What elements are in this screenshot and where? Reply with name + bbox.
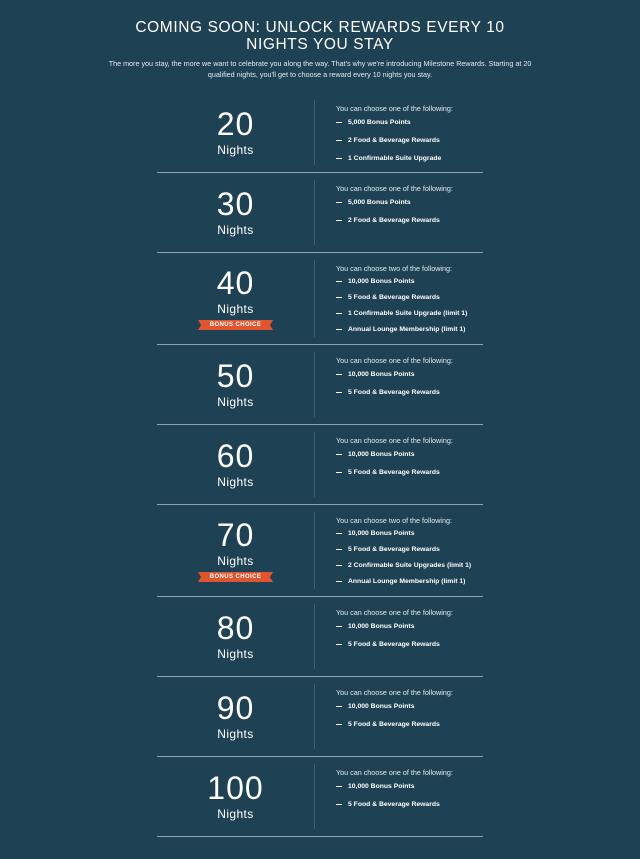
dash-icon xyxy=(336,472,342,473)
dash-icon xyxy=(336,724,342,725)
nights-count: 40 xyxy=(216,265,255,301)
bonus-choice-badge: BONUS CHOICE xyxy=(201,572,270,582)
nights-label: Nights xyxy=(217,807,254,821)
reward-option xyxy=(336,322,483,338)
nights-label: Nights xyxy=(217,475,254,489)
column-divider xyxy=(314,100,315,165)
tier-row-20 xyxy=(157,93,483,173)
reward-option-label: 2 Confirmable Suite Upgrades (limit 1) xyxy=(348,561,472,569)
reward-option xyxy=(336,445,483,463)
dash-icon xyxy=(336,374,342,375)
reward-option-label: 5 Food & Beverage Rewards xyxy=(348,468,440,476)
reward-options xyxy=(336,264,483,338)
tier-milestone xyxy=(157,597,314,676)
tier-milestone xyxy=(157,93,314,172)
dash-icon xyxy=(336,626,342,627)
nights-label: Nights xyxy=(217,223,254,237)
tier-row-60 xyxy=(157,425,483,505)
tier-milestone xyxy=(157,425,314,504)
dash-icon xyxy=(336,297,342,298)
dash-icon xyxy=(336,786,342,787)
dash-icon xyxy=(336,122,342,123)
dash-icon xyxy=(336,313,342,314)
column-divider xyxy=(314,684,315,749)
reward-option-list xyxy=(336,777,483,813)
reward-options xyxy=(336,436,483,481)
reward-option xyxy=(336,697,483,715)
nights-count: 100 xyxy=(207,770,264,806)
reward-option-label: 5 Food & Beverage Rewards xyxy=(348,545,440,553)
dash-icon xyxy=(336,454,342,455)
reward-option xyxy=(336,715,483,733)
choice-instruction: You can choose one of the following: xyxy=(336,688,453,697)
reward-option-list xyxy=(336,365,483,401)
column-divider xyxy=(314,764,315,829)
reward-option-label: Annual Lounge Membership (limit 1) xyxy=(348,326,466,334)
reward-option xyxy=(336,131,483,149)
dash-icon xyxy=(336,220,342,221)
nights-count: 90 xyxy=(216,690,255,726)
reward-option-label: 10,000 Bonus Points xyxy=(348,782,415,790)
tier-milestone xyxy=(157,173,314,252)
reward-options xyxy=(336,688,483,733)
nights-label: Nights xyxy=(217,554,254,568)
choice-instruction: You can choose two of the following: xyxy=(336,264,453,273)
reward-option xyxy=(336,557,483,573)
dash-icon xyxy=(336,329,342,330)
reward-option xyxy=(336,289,483,305)
nights-count: 30 xyxy=(216,186,255,222)
column-divider xyxy=(314,512,315,589)
reward-option-label: 5 Food & Beverage Rewards xyxy=(348,388,440,396)
tier-row-100 xyxy=(157,757,483,837)
dash-icon xyxy=(336,158,342,159)
reward-option-label: 2 Food & Beverage Rewards xyxy=(348,216,440,224)
tier-milestone xyxy=(157,253,314,344)
choice-instruction: You can choose one of the following: xyxy=(336,184,453,193)
reward-options xyxy=(336,516,483,590)
dash-icon xyxy=(336,533,342,534)
nights-label: Nights xyxy=(217,727,254,741)
reward-options xyxy=(336,104,483,167)
reward-option-label: 5 Food & Beverage Rewards xyxy=(348,293,440,301)
reward-option-label: 5 Food & Beverage Rewards xyxy=(348,640,440,648)
dash-icon xyxy=(336,202,342,203)
dash-icon xyxy=(336,140,342,141)
reward-option xyxy=(336,574,483,590)
reward-option-list xyxy=(336,193,483,229)
reward-options xyxy=(336,768,483,813)
reward-option xyxy=(336,305,483,321)
column-divider xyxy=(314,604,315,669)
reward-options xyxy=(336,608,483,653)
reward-option-list xyxy=(336,697,483,733)
reward-option xyxy=(336,525,483,541)
reward-option xyxy=(336,795,483,813)
nights-label: Nights xyxy=(217,143,254,157)
reward-option-label: 5,000 Bonus Points xyxy=(348,198,411,206)
reward-options xyxy=(336,184,483,229)
tier-milestone xyxy=(157,757,314,836)
dash-icon xyxy=(336,706,342,707)
tier-row-50 xyxy=(157,345,483,425)
choice-instruction: You can choose one of the following: xyxy=(336,356,453,365)
choice-instruction: You can choose one of the following: xyxy=(336,608,453,617)
milestone-tiers-list xyxy=(157,93,483,837)
tier-row-90 xyxy=(157,677,483,757)
reward-option-label: 10,000 Bonus Points xyxy=(348,529,415,537)
reward-option-label: 1 Confirmable Suite Upgrade xyxy=(348,154,442,162)
nights-count: 60 xyxy=(216,438,255,474)
reward-option xyxy=(336,193,483,211)
column-divider xyxy=(314,180,315,245)
dash-icon xyxy=(336,281,342,282)
reward-option xyxy=(336,273,483,289)
choice-instruction: You can choose one of the following: xyxy=(336,104,453,113)
tier-row-70 xyxy=(157,505,483,597)
column-divider xyxy=(314,352,315,417)
reward-options xyxy=(336,356,483,401)
reward-option xyxy=(336,635,483,653)
reward-option-list xyxy=(336,445,483,481)
reward-option xyxy=(336,463,483,481)
tier-row-80 xyxy=(157,597,483,677)
reward-option-label: 5 Food & Beverage Rewards xyxy=(348,720,440,728)
reward-option xyxy=(336,541,483,557)
nights-count: 70 xyxy=(216,517,255,553)
column-divider xyxy=(314,260,315,337)
reward-option-label: 1 Confirmable Suite Upgrade (limit 1) xyxy=(348,309,468,317)
reward-option xyxy=(336,617,483,635)
reward-option-list xyxy=(336,273,483,338)
dash-icon xyxy=(336,804,342,805)
reward-option-label: 2 Food & Beverage Rewards xyxy=(348,136,440,144)
reward-option-list xyxy=(336,113,483,167)
tier-milestone xyxy=(157,677,314,756)
reward-option-label: 5,000 Bonus Points xyxy=(348,118,411,126)
page-title: COMING SOON: UNLOCK REWARDS EVERY 10 NIGHTS YOU STAY xyxy=(135,19,505,53)
page-header xyxy=(0,19,640,80)
nights-label: Nights xyxy=(217,395,254,409)
dash-icon xyxy=(336,581,342,582)
reward-option-label: 10,000 Bonus Points xyxy=(348,450,415,458)
reward-option-label: Annual Lounge Membership (limit 1) xyxy=(348,578,466,586)
reward-option-list xyxy=(336,525,483,590)
nights-label: Nights xyxy=(217,302,254,316)
reward-option-label: 10,000 Bonus Points xyxy=(348,702,415,710)
choice-instruction: You can choose two of the following: xyxy=(336,516,453,525)
choice-instruction: You can choose one of the following: xyxy=(336,436,453,445)
reward-option xyxy=(336,365,483,383)
reward-option xyxy=(336,383,483,401)
reward-option-label: 10,000 Bonus Points xyxy=(348,277,415,285)
reward-option xyxy=(336,113,483,131)
nights-count: 50 xyxy=(216,358,255,394)
reward-option-label: 5 Food & Beverage Rewards xyxy=(348,800,440,808)
intro-text: The more you stay, the more we want to celebrate you along the way. That's why we're introducing Milestone Rewards. Starting at 20 qualified nights, you'll get to choose a reward every 10 nights you stay. xyxy=(108,59,532,79)
column-divider xyxy=(314,432,315,497)
choice-instruction: You can choose one of the following: xyxy=(336,768,453,777)
bonus-choice-badge: BONUS CHOICE xyxy=(201,320,270,330)
reward-option xyxy=(336,777,483,795)
tier-milestone xyxy=(157,345,314,424)
tier-milestone xyxy=(157,505,314,596)
dash-icon xyxy=(336,565,342,566)
reward-option-label: 10,000 Bonus Points xyxy=(348,370,415,378)
dash-icon xyxy=(336,549,342,550)
dash-icon xyxy=(336,644,342,645)
reward-option xyxy=(336,149,483,167)
tier-row-30 xyxy=(157,173,483,253)
reward-option xyxy=(336,211,483,229)
dash-icon xyxy=(336,392,342,393)
nights-count: 80 xyxy=(216,610,255,646)
nights-count: 20 xyxy=(216,106,255,142)
nights-label: Nights xyxy=(217,647,254,661)
reward-option-label: 10,000 Bonus Points xyxy=(348,622,415,630)
tier-row-40 xyxy=(157,253,483,345)
reward-option-list xyxy=(336,617,483,653)
